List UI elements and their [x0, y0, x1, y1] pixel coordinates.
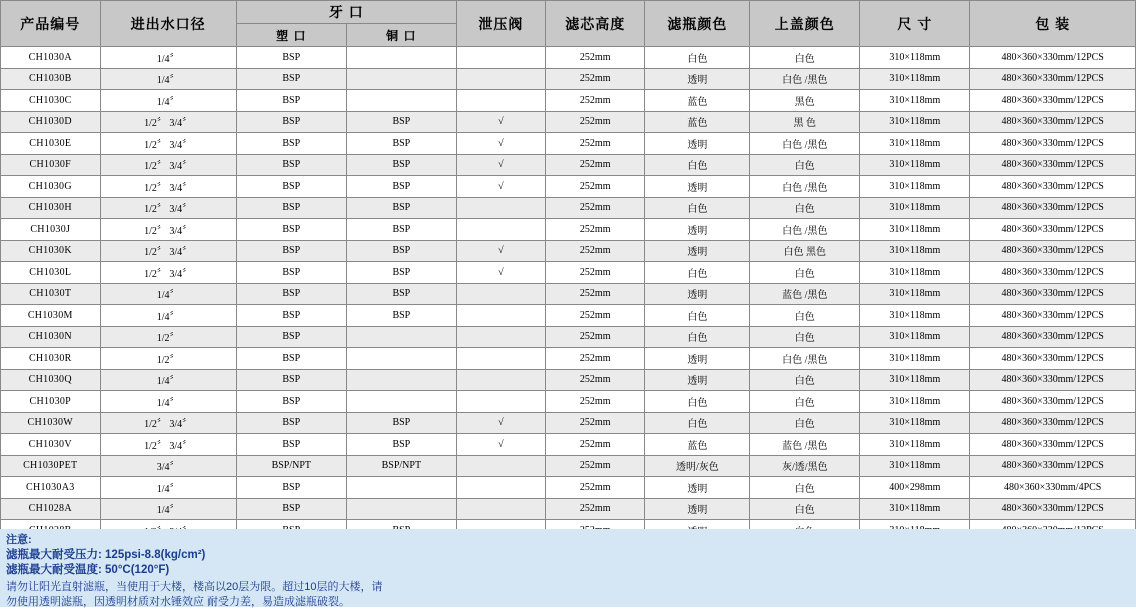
- cell-cartridge-height: 252mm: [545, 176, 645, 198]
- cell-relief-valve: [456, 498, 545, 520]
- cell-inlet-size: 3/4〞: [100, 455, 236, 477]
- cell-cartridge-height: 252mm: [545, 305, 645, 327]
- header-cap-color: 上盖颜色: [750, 1, 860, 47]
- cell-inlet-size: 1/4〞: [100, 283, 236, 305]
- cell-product-code: CH1030F: [1, 154, 101, 176]
- cell-thread-plastic: BSP: [236, 197, 346, 219]
- cell-relief-valve: √: [456, 434, 545, 456]
- cell-dimension: 310×118mm: [860, 305, 970, 327]
- cell-relief-valve: [456, 391, 545, 413]
- cell-bottle-color: 透明/灰色: [645, 455, 750, 477]
- cell-bottle-color: 白色: [645, 197, 750, 219]
- cell-product-code: CH1030V: [1, 434, 101, 456]
- cell-inlet-size: 1/4〞: [100, 90, 236, 112]
- cell-thread-copper: [346, 47, 456, 69]
- cell-dimension: 400×298mm: [860, 477, 970, 499]
- cell-relief-valve: [456, 369, 545, 391]
- cell-inlet-size: 1/2〞 3/4〞: [100, 111, 236, 133]
- cell-thread-plastic: BSP: [236, 412, 346, 434]
- cell-thread-plastic: BSP: [236, 326, 346, 348]
- table-body: [1, 47, 1136, 542]
- cell-bottle-color: 白色: [645, 154, 750, 176]
- notes-warning-2: 勿使用透明滤瓶，因透明材质对水锤效应 耐受力差，易造成滤瓶破裂。: [6, 596, 351, 608]
- cell-packing: 480×360×330mm/12PCS: [970, 369, 1136, 391]
- cell-cartridge-height: 252mm: [545, 348, 645, 370]
- cell-relief-valve: √: [456, 262, 545, 284]
- cell-thread-copper: [346, 477, 456, 499]
- cell-packing: 480×360×330mm/12PCS: [970, 498, 1136, 520]
- cell-thread-plastic: BSP: [236, 240, 346, 262]
- cell-product-code: CH1030A: [1, 47, 101, 69]
- cell-relief-valve: [456, 348, 545, 370]
- table-row: [1, 326, 1136, 348]
- cell-bottle-color: 透明: [645, 240, 750, 262]
- cell-packing: 480×360×330mm/12PCS: [970, 240, 1136, 262]
- cell-dimension: 310×118mm: [860, 412, 970, 434]
- cell-thread-copper: [346, 498, 456, 520]
- header-thread-copper: 铜 口: [346, 24, 456, 47]
- cell-inlet-size: 1/2〞 3/4〞: [100, 262, 236, 284]
- cell-product-code: CH1030J: [1, 219, 101, 241]
- cell-packing: 480×360×330mm/4PCS: [970, 477, 1136, 499]
- table-row: [1, 283, 1136, 305]
- cell-relief-valve: [456, 219, 545, 241]
- cell-bottle-color: 透明: [645, 348, 750, 370]
- cell-thread-plastic: BSP: [236, 348, 346, 370]
- cell-bottle-color: 白色: [645, 47, 750, 69]
- cell-thread-plastic: BSP: [236, 391, 346, 413]
- cell-thread-copper: BSP: [346, 412, 456, 434]
- cell-cartridge-height: 252mm: [545, 197, 645, 219]
- cell-thread-copper: BSP/NPT: [346, 455, 456, 477]
- table-row: [1, 477, 1136, 499]
- cell-cap-color: 灰/透/黑色: [750, 455, 860, 477]
- cell-thread-plastic: BSP: [236, 68, 346, 90]
- table-row: [1, 412, 1136, 434]
- cell-inlet-size: 1/2〞 3/4〞: [100, 240, 236, 262]
- cell-packing: 480×360×330mm/12PCS: [970, 154, 1136, 176]
- cell-cartridge-height: 252mm: [545, 369, 645, 391]
- cell-thread-plastic: BSP: [236, 434, 346, 456]
- cell-thread-plastic: BSP: [236, 111, 346, 133]
- cell-cartridge-height: 252mm: [545, 47, 645, 69]
- cell-packing: 480×360×330mm/12PCS: [970, 455, 1136, 477]
- cell-inlet-size: 1/4〞: [100, 391, 236, 413]
- header-row-top: [1, 1, 1136, 24]
- notes-warning-1: 请勿让阳光直射滤瓶，当使用于大楼，楼高以20层为限。超过10层的大楼，请: [6, 581, 383, 593]
- cell-product-code: CH1030Q: [1, 369, 101, 391]
- cell-cap-color: 黑色: [750, 90, 860, 112]
- cell-dimension: 310×118mm: [860, 283, 970, 305]
- cell-packing: 480×360×330mm/12PCS: [970, 47, 1136, 69]
- cell-bottle-color: 白色: [645, 391, 750, 413]
- cell-dimension: 310×118mm: [860, 348, 970, 370]
- cell-bottle-color: 蓝色: [645, 111, 750, 133]
- table-row: [1, 498, 1136, 520]
- cell-thread-plastic: BSP: [236, 262, 346, 284]
- cell-relief-valve: [456, 197, 545, 219]
- cell-inlet-size: 1/2〞 3/4〞: [100, 434, 236, 456]
- cell-cap-color: 白色: [750, 391, 860, 413]
- table-header: [1, 1, 1136, 47]
- header-thread-plastic: 塑 口: [236, 24, 346, 47]
- cell-thread-plastic: BSP: [236, 305, 346, 327]
- cell-packing: 480×360×330mm/12PCS: [970, 68, 1136, 90]
- cell-cap-color: 白色: [750, 369, 860, 391]
- cell-dimension: 310×118mm: [860, 240, 970, 262]
- cell-thread-plastic: BSP: [236, 498, 346, 520]
- cell-product-code: CH1030L: [1, 262, 101, 284]
- cell-product-code: CH1030K: [1, 240, 101, 262]
- cell-thread-copper: BSP: [346, 111, 456, 133]
- cell-inlet-size: 1/4〞: [100, 47, 236, 69]
- cell-cartridge-height: 252mm: [545, 326, 645, 348]
- cell-relief-valve: [456, 90, 545, 112]
- cell-thread-copper: [346, 326, 456, 348]
- cell-packing: 480×360×330mm/12PCS: [970, 283, 1136, 305]
- table-row: [1, 219, 1136, 241]
- cell-cartridge-height: 252mm: [545, 133, 645, 155]
- cell-relief-valve: √: [456, 154, 545, 176]
- cell-bottle-color: 透明: [645, 176, 750, 198]
- cell-dimension: 310×118mm: [860, 219, 970, 241]
- cell-cartridge-height: 252mm: [545, 412, 645, 434]
- cell-bottle-color: 透明: [645, 477, 750, 499]
- header-code: 产品编号: [1, 1, 101, 47]
- cell-thread-copper: BSP: [346, 197, 456, 219]
- cell-dimension: 310×118mm: [860, 455, 970, 477]
- cell-cap-color: 白色 /黑色: [750, 176, 860, 198]
- cell-cap-color: 白色 黑色: [750, 240, 860, 262]
- cell-relief-valve: [456, 326, 545, 348]
- cell-thread-plastic: BSP: [236, 47, 346, 69]
- cell-product-code: CH1030A3: [1, 477, 101, 499]
- table-row: [1, 68, 1136, 90]
- cell-relief-valve: [456, 477, 545, 499]
- cell-cap-color: 白色 /黑色: [750, 348, 860, 370]
- cell-cap-color: 白色: [750, 197, 860, 219]
- cell-dimension: 310×118mm: [860, 47, 970, 69]
- cell-inlet-size: 1/2〞 3/4〞: [100, 133, 236, 155]
- cell-cap-color: 白色: [750, 154, 860, 176]
- cell-product-code: CH1030D: [1, 111, 101, 133]
- cell-thread-copper: BSP: [346, 283, 456, 305]
- cell-bottle-color: 白色: [645, 305, 750, 327]
- cell-bottle-color: 透明: [645, 498, 750, 520]
- cell-cap-color: 白色: [750, 498, 860, 520]
- cell-thread-plastic: BSP: [236, 176, 346, 198]
- cell-packing: 480×360×330mm/12PCS: [970, 348, 1136, 370]
- table-row: [1, 90, 1136, 112]
- cell-cartridge-height: 252mm: [545, 219, 645, 241]
- cell-cap-color: 白色: [750, 47, 860, 69]
- header-cartridge-height: 滤芯高度: [545, 1, 645, 47]
- cell-cap-color: 白色 /黑色: [750, 219, 860, 241]
- cell-packing: 480×360×330mm/12PCS: [970, 133, 1136, 155]
- cell-relief-valve: [456, 305, 545, 327]
- cell-bottle-color: 透明: [645, 219, 750, 241]
- cell-relief-valve: [456, 68, 545, 90]
- cell-dimension: 310×118mm: [860, 262, 970, 284]
- table-row: [1, 262, 1136, 284]
- cell-inlet-size: 1/4〞: [100, 369, 236, 391]
- cell-packing: 480×360×330mm/12PCS: [970, 90, 1136, 112]
- cell-thread-plastic: BSP: [236, 219, 346, 241]
- cell-bottle-color: 透明: [645, 133, 750, 155]
- cell-product-code: CH1030PET: [1, 455, 101, 477]
- cell-thread-copper: [346, 369, 456, 391]
- table-row: [1, 240, 1136, 262]
- cell-bottle-color: 透明: [645, 283, 750, 305]
- cell-thread-copper: BSP: [346, 240, 456, 262]
- cell-cartridge-height: 252mm: [545, 154, 645, 176]
- cell-packing: 480×360×330mm/12PCS: [970, 434, 1136, 456]
- notes-pressure: 滤瓶最大耐受压力: 125psi-8.8(kg/cm²): [6, 549, 206, 561]
- cell-dimension: 310×118mm: [860, 68, 970, 90]
- cell-thread-copper: BSP: [346, 176, 456, 198]
- cell-packing: 480×360×330mm/12PCS: [970, 176, 1136, 198]
- cell-cartridge-height: 252mm: [545, 111, 645, 133]
- cell-thread-plastic: BSP: [236, 154, 346, 176]
- table-row: [1, 348, 1136, 370]
- cell-product-code: CH1030C: [1, 90, 101, 112]
- cell-dimension: 310×118mm: [860, 133, 970, 155]
- cell-product-code: CH1028A: [1, 498, 101, 520]
- cell-cap-color: 白色: [750, 262, 860, 284]
- table-row: [1, 133, 1136, 155]
- cell-inlet-size: 1/2〞 3/4〞: [100, 197, 236, 219]
- table-row: [1, 434, 1136, 456]
- cell-thread-plastic: BSP: [236, 283, 346, 305]
- cell-packing: 480×360×330mm/12PCS: [970, 305, 1136, 327]
- notes-temperature: 滤瓶最大耐受温度: 50°C(120°F): [6, 564, 170, 576]
- cell-cap-color: 白色 /黑色: [750, 68, 860, 90]
- cell-thread-plastic: BSP: [236, 369, 346, 391]
- cell-cartridge-height: 252mm: [545, 498, 645, 520]
- cell-product-code: CH1030B: [1, 68, 101, 90]
- cell-inlet-size: 1/2〞: [100, 326, 236, 348]
- table-row: [1, 455, 1136, 477]
- cell-relief-valve: √: [456, 176, 545, 198]
- cell-inlet-size: 1/2〞 3/4〞: [100, 154, 236, 176]
- cell-thread-plastic: BSP: [236, 133, 346, 155]
- table-row: [1, 197, 1136, 219]
- cell-relief-valve: [456, 455, 545, 477]
- header-bottle-color: 滤瓶颜色: [645, 1, 750, 47]
- cell-inlet-size: 1/4〞: [100, 498, 236, 520]
- cell-bottle-color: 透明: [645, 369, 750, 391]
- cell-dimension: 310×118mm: [860, 434, 970, 456]
- cell-dimension: 310×118mm: [860, 391, 970, 413]
- cell-cap-color: 白色: [750, 477, 860, 499]
- header-relief-valve: 泄压阀: [456, 1, 545, 47]
- cell-thread-copper: [346, 348, 456, 370]
- header-inlet: 进出水口径: [100, 1, 236, 47]
- cell-dimension: 310×118mm: [860, 111, 970, 133]
- table-row: [1, 305, 1136, 327]
- cell-cap-color: 白色: [750, 412, 860, 434]
- cell-product-code: CH1030M: [1, 305, 101, 327]
- cell-thread-copper: BSP: [346, 434, 456, 456]
- cell-packing: 480×360×330mm/12PCS: [970, 391, 1136, 413]
- cell-relief-valve: √: [456, 133, 545, 155]
- cell-dimension: 310×118mm: [860, 90, 970, 112]
- cell-product-code: CH1030P: [1, 391, 101, 413]
- cell-cap-color: 白色: [750, 305, 860, 327]
- cell-cartridge-height: 252mm: [545, 434, 645, 456]
- cell-cartridge-height: 252mm: [545, 240, 645, 262]
- cell-dimension: 310×118mm: [860, 498, 970, 520]
- header-thread-group: 牙 口: [236, 1, 456, 24]
- cell-dimension: 310×118mm: [860, 369, 970, 391]
- cell-cartridge-height: 252mm: [545, 283, 645, 305]
- cell-product-code: CH1030N: [1, 326, 101, 348]
- cell-cartridge-height: 252mm: [545, 68, 645, 90]
- cell-thread-plastic: BSP: [236, 477, 346, 499]
- notes-panel: [0, 529, 1136, 607]
- cell-inlet-size: 1/4〞: [100, 305, 236, 327]
- cell-thread-copper: BSP: [346, 305, 456, 327]
- cell-packing: 480×360×330mm/12PCS: [970, 262, 1136, 284]
- cell-dimension: 310×118mm: [860, 176, 970, 198]
- cell-bottle-color: 蓝色: [645, 90, 750, 112]
- cell-inlet-size: 1/4〞: [100, 477, 236, 499]
- cell-relief-valve: √: [456, 240, 545, 262]
- cell-cap-color: 蓝色 /黑色: [750, 434, 860, 456]
- cell-thread-copper: [346, 90, 456, 112]
- cell-bottle-color: 蓝色: [645, 434, 750, 456]
- cell-thread-copper: [346, 68, 456, 90]
- cell-cartridge-height: 252mm: [545, 391, 645, 413]
- cell-thread-plastic: BSP/NPT: [236, 455, 346, 477]
- table-row: [1, 176, 1136, 198]
- cell-packing: 480×360×330mm/12PCS: [970, 219, 1136, 241]
- cell-thread-copper: BSP: [346, 154, 456, 176]
- cell-product-code: CH1030W: [1, 412, 101, 434]
- cell-cap-color: 白色 /黑色: [750, 133, 860, 155]
- cell-dimension: 310×118mm: [860, 326, 970, 348]
- cell-packing: 480×360×330mm/12PCS: [970, 326, 1136, 348]
- cell-cap-color: 白色: [750, 326, 860, 348]
- cell-dimension: 310×118mm: [860, 197, 970, 219]
- cell-product-code: CH1030H: [1, 197, 101, 219]
- table-row: [1, 47, 1136, 69]
- cell-cap-color: 黑 色: [750, 111, 860, 133]
- cell-inlet-size: 1/4〞: [100, 68, 236, 90]
- cell-thread-copper: BSP: [346, 133, 456, 155]
- header-packing: 包 装: [970, 1, 1136, 47]
- cell-cartridge-height: 252mm: [545, 455, 645, 477]
- cell-cartridge-height: 252mm: [545, 90, 645, 112]
- cell-cartridge-height: 252mm: [545, 477, 645, 499]
- cell-bottle-color: 白色: [645, 412, 750, 434]
- cell-dimension: 310×118mm: [860, 154, 970, 176]
- notes-title: 注意:: [6, 534, 32, 546]
- cell-relief-valve: √: [456, 412, 545, 434]
- cell-thread-copper: BSP: [346, 262, 456, 284]
- cell-thread-plastic: BSP: [236, 90, 346, 112]
- cell-product-code: CH1030G: [1, 176, 101, 198]
- cell-relief-valve: √: [456, 111, 545, 133]
- cell-relief-valve: [456, 47, 545, 69]
- cell-product-code: CH1030E: [1, 133, 101, 155]
- cell-bottle-color: 透明: [645, 68, 750, 90]
- cell-thread-copper: BSP: [346, 219, 456, 241]
- cell-inlet-size: 1/2〞 3/4〞: [100, 176, 236, 198]
- cell-cartridge-height: 252mm: [545, 262, 645, 284]
- cell-inlet-size: 1/2〞 3/4〞: [100, 219, 236, 241]
- table-row: [1, 369, 1136, 391]
- cell-cap-color: 蓝色 /黑色: [750, 283, 860, 305]
- table-row: [1, 391, 1136, 413]
- table-row: [1, 111, 1136, 133]
- cell-relief-valve: [456, 283, 545, 305]
- cell-inlet-size: 1/2〞 3/4〞: [100, 412, 236, 434]
- cell-product-code: CH1030T: [1, 283, 101, 305]
- cell-packing: 480×360×330mm/12PCS: [970, 197, 1136, 219]
- cell-packing: 480×360×330mm/12PCS: [970, 412, 1136, 434]
- table-row: [1, 154, 1136, 176]
- cell-bottle-color: 白色: [645, 326, 750, 348]
- cell-packing: 480×360×330mm/12PCS: [970, 111, 1136, 133]
- cell-bottle-color: 白色: [645, 262, 750, 284]
- cell-inlet-size: 1/2〞: [100, 348, 236, 370]
- cell-thread-copper: [346, 391, 456, 413]
- header-dimension: 尺 寸: [860, 1, 970, 47]
- cell-product-code: CH1030R: [1, 348, 101, 370]
